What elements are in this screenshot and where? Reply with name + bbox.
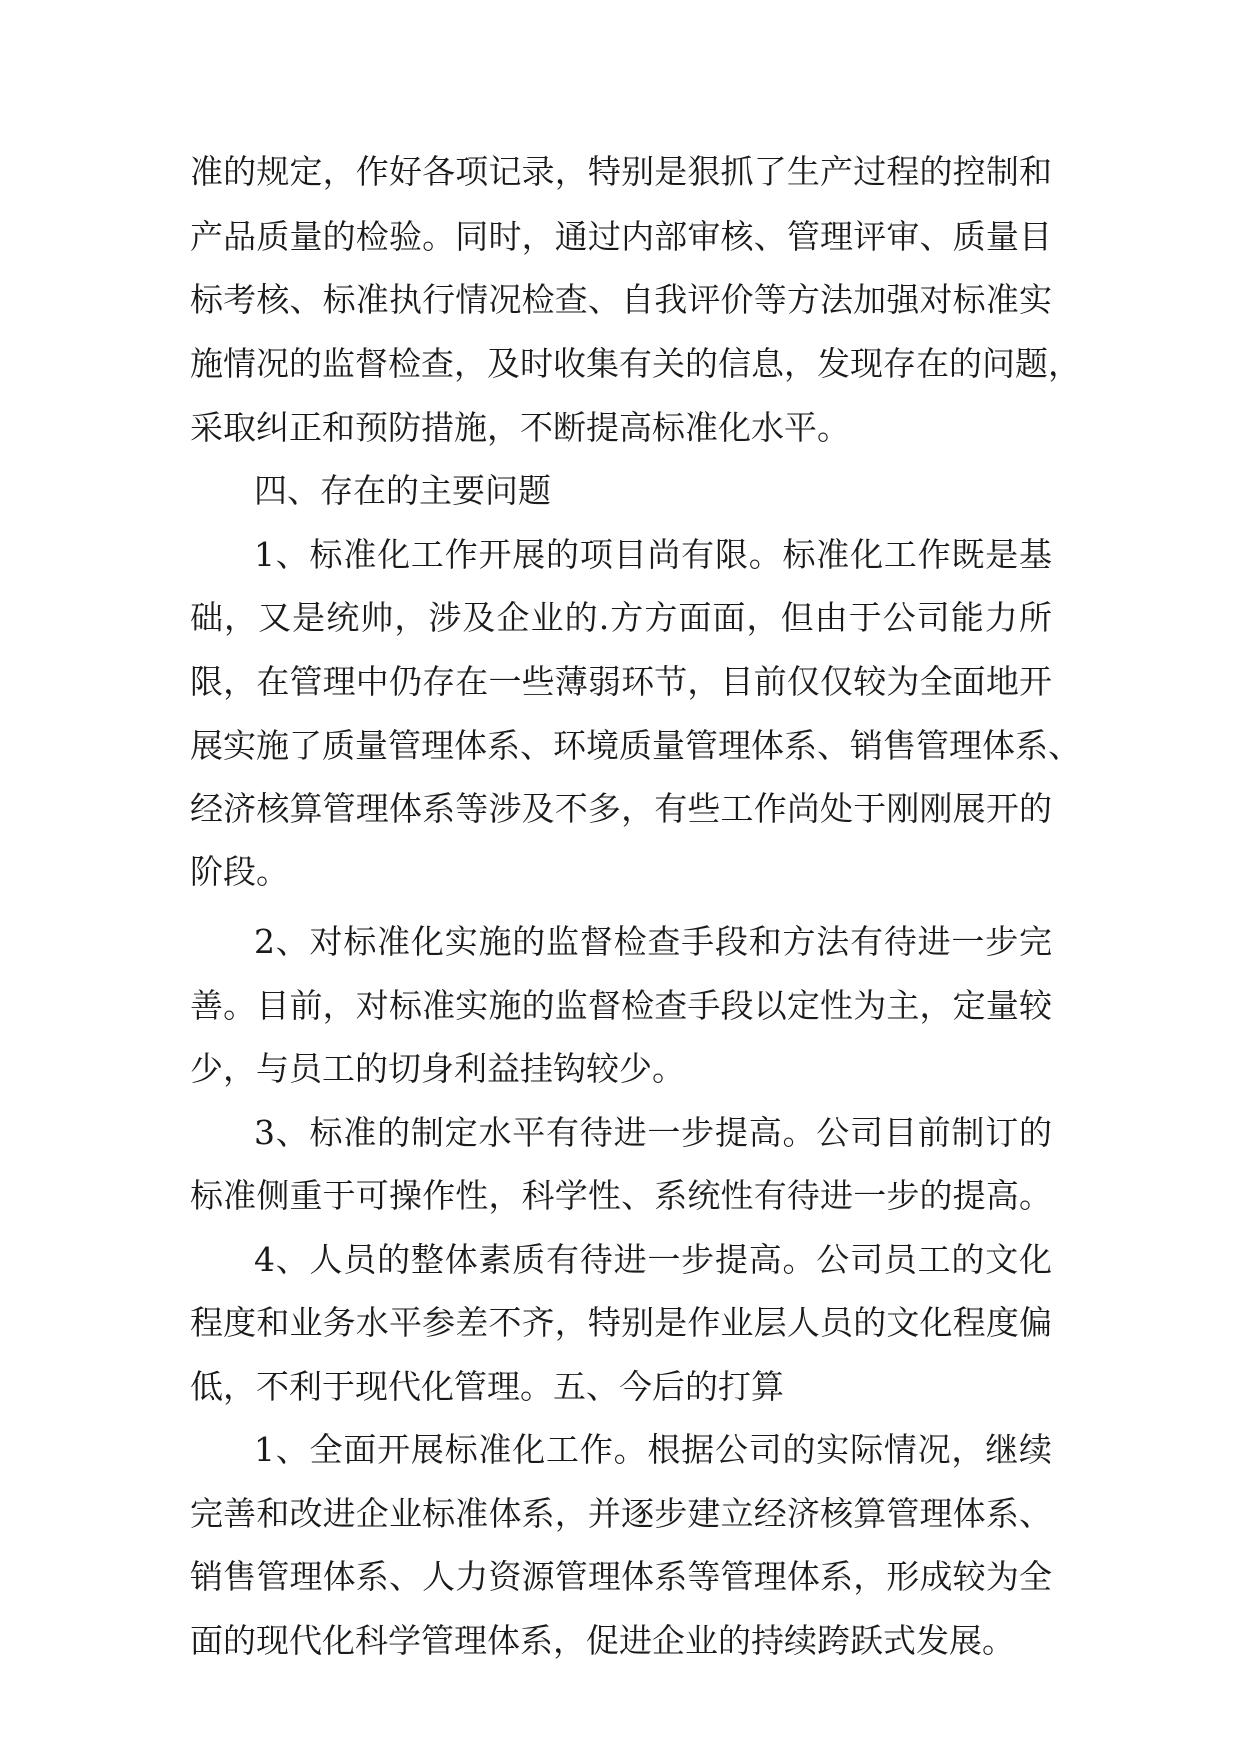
text-line: 4、人员的整体素质有待进一步提高。公司员工的文化 — [254, 1240, 1052, 1279]
text-line: 销售管理体系、人力资源管理体系等管理体系，形成较为全 — [190, 1557, 1052, 1596]
text-line: 标准侧重于可操作性，科学性、系统性有待进一步的提高。 — [190, 1176, 1052, 1215]
text-line: 阶段。 — [190, 852, 289, 891]
text-line: 标考核、标准执行情况检查、自我评价等方法加强对标准实 — [190, 280, 1052, 319]
text-line: 3、标准的制定水平有待进一步提高。公司目前制订的 — [254, 1113, 1052, 1152]
text-line: 善。目前，对标准实施的监督检查手段以定性为主，定量较 — [190, 986, 1052, 1025]
text-line: 准的规定，作好各项记录，特别是狠抓了生产过程的控制和 — [190, 152, 1052, 191]
text-line: 低，不利于现代化管理。五、今后的打算 — [190, 1367, 784, 1406]
text-line: 展实施了质量管理体系、环境质量管理体系、销售管理体系、 — [190, 726, 1081, 765]
text-line: 限，在管理中仍存在一些薄弱环节，目前仅仅较为全面地开 — [190, 662, 1052, 701]
text-line: 完善和改进企业标准体系，并逐步建立经济核算管理体系、 — [190, 1494, 1052, 1533]
text-line: 产品质量的检验。同时，通过内部审核、管理评审、质量目 — [190, 217, 1052, 256]
text-line: 础，又是统帅，涉及企业的.方方面面，但由于公司能力所 — [190, 598, 1052, 637]
text-line: 少，与员工的切身利益挂钩较少。 — [190, 1049, 685, 1088]
text-line: 采取纠正和预防措施，不断提高标准化水平。 — [190, 408, 850, 447]
text-line: 施情况的监督检查，及时收集有关的信息，发现存在的问题， — [190, 344, 1081, 383]
text-line: 1、全面开展标准化工作。根据公司的实际情况，继续 — [254, 1430, 1052, 1469]
section-heading: 四、存在的主要问题 — [254, 471, 551, 510]
text-line: 经济核算管理体系等涉及不多，有些工作尚处于刚刚展开的 — [190, 789, 1052, 828]
text-line: 1、标准化工作开展的项目尚有限。标准化工作既是基 — [254, 535, 1052, 574]
text-line: 面的现代化科学管理体系，促进企业的持续跨跃式发展。 — [190, 1621, 1015, 1660]
text-line: 程度和业务水平参差不齐，特别是作业层人员的文化程度偏 — [190, 1303, 1052, 1342]
text-line: 2、对标准化实施的监督检查手段和方法有待进一步完 — [254, 922, 1052, 961]
